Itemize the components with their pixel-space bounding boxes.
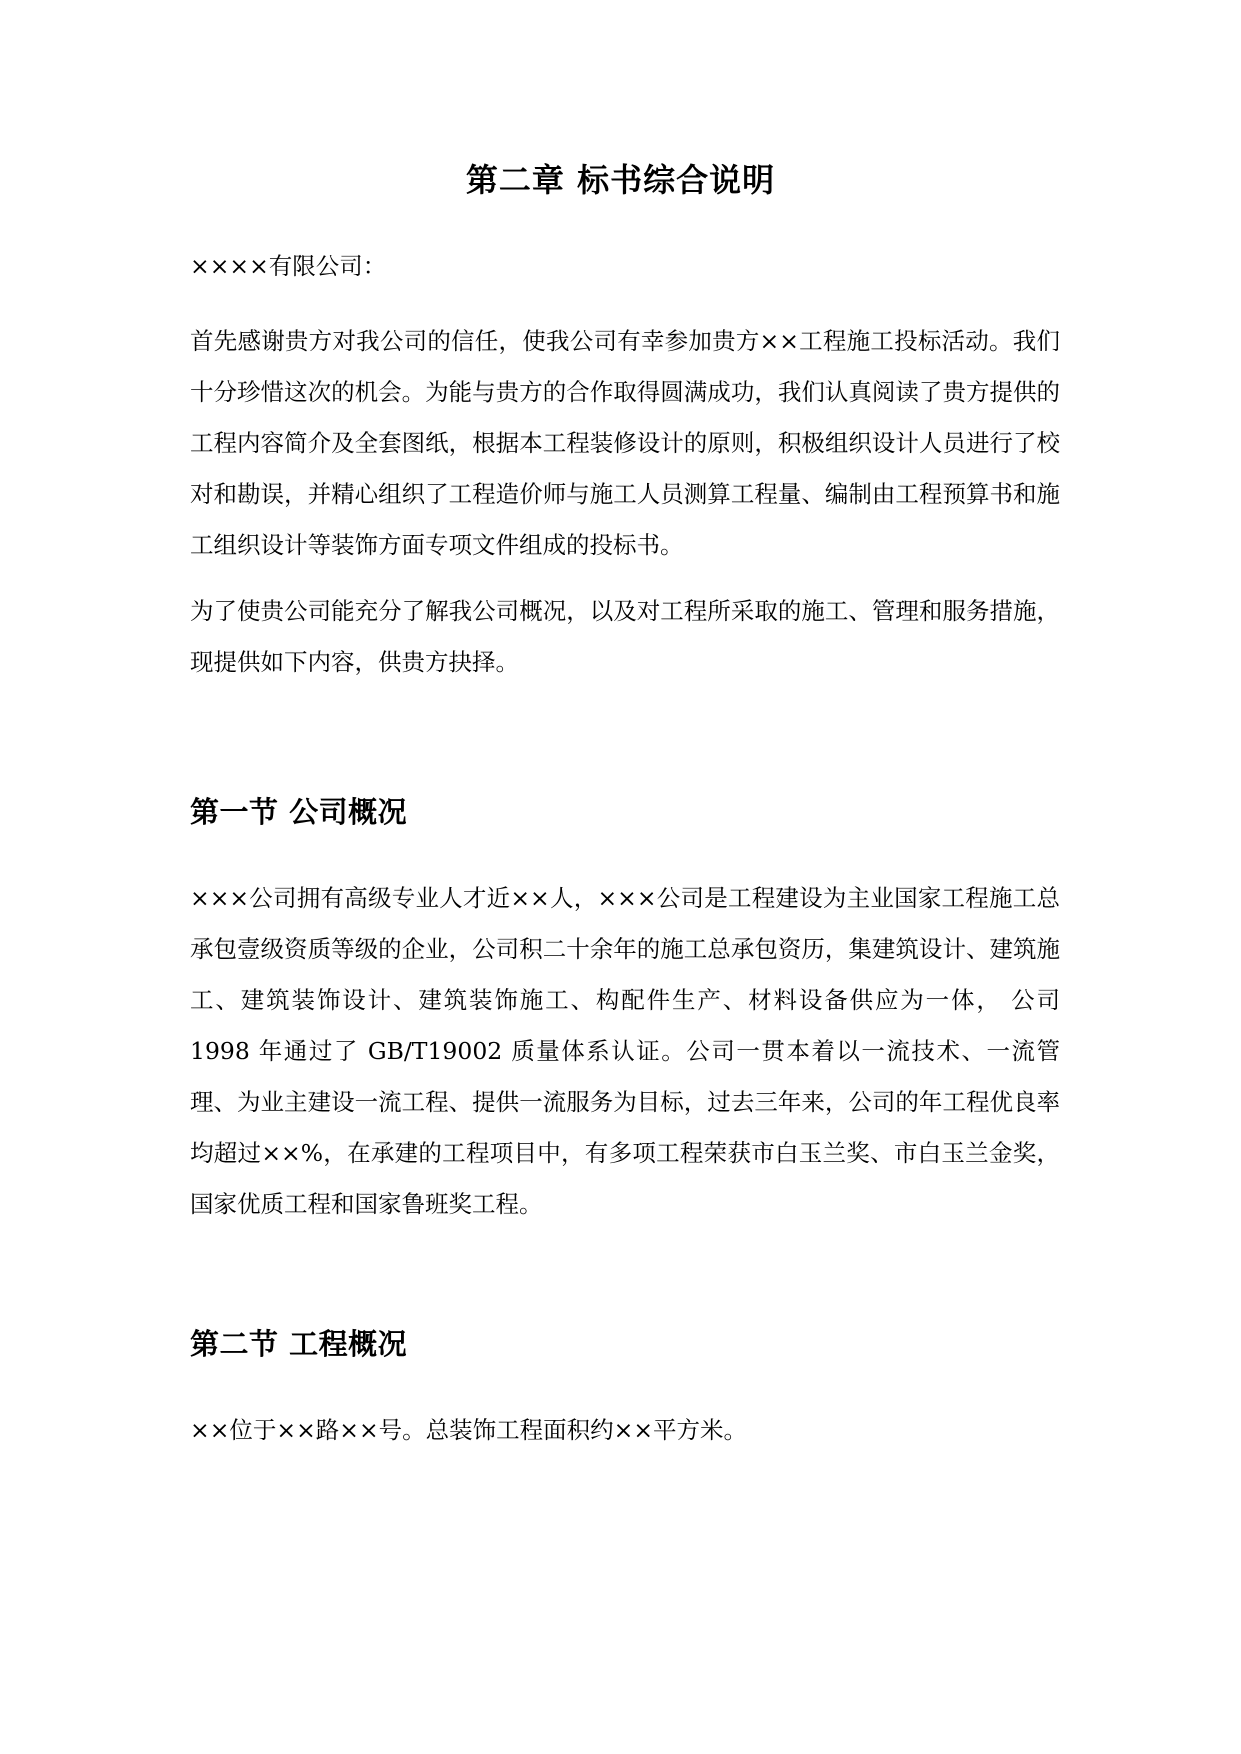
section-heading-project-overview: 第二节 工程概况 [190, 1327, 408, 1361]
intro-paragraph-1: 首先感谢贵方对我公司的信任，使我公司有幸参加贵方××工程施工投标活动。我们十分珍惜这次的机会。为能与贵方的合作取得圆满成功，我们认真阅读了贵方提供的工程内容简介及全套图纸，根据本工程装修设计的原则，积极组织设计人员进行了校对和勘误，并精心组织了工程造价师与施工人员测算工程量、编制由工程预算书和施工组织设计等装饰方面专项文件组成的投标书。 [190, 327, 1060, 559]
company-overview-paragraph: ×××公司拥有高级专业人才近××人，×××公司是工程建设为主业国家工程施工总承包壹级资质等级的企业，公司积二十余年的施工总承包资历，集建筑设计、建筑施工、建筑装饰设计、建筑装饰施工、构配件生产、材料设备供应为一体， 公司 1998 年通过了 GB/T19002 质量体系认证。公司一贯本着以一流技术、一流管理、为业主建设一流工程、提供一流服务为目标，过去三年来，公司的年工程优良率均超过××%，在承建的工程项目中，有多项工程荣获市白玉兰奖、市白玉兰金奖，国家优质工程和国家鲁班奖工程。 [190, 884, 1060, 1218]
section-heading-company-overview: 第一节 公司概况 [190, 795, 408, 829]
project-overview-paragraph: ××位于××路××号。总装饰工程面积约××平方米。 [190, 1416, 748, 1444]
intro-paragraph-2: 为了使贵公司能充分了解我公司概况，以及对工程所采取的施工、管理和服务措施，现提供如下内容，供贵方抉择。 [190, 597, 1060, 676]
chapter-title: 第二章 标书综合说明 [465, 161, 776, 199]
greeting-line: ××××有限公司： [190, 252, 387, 280]
